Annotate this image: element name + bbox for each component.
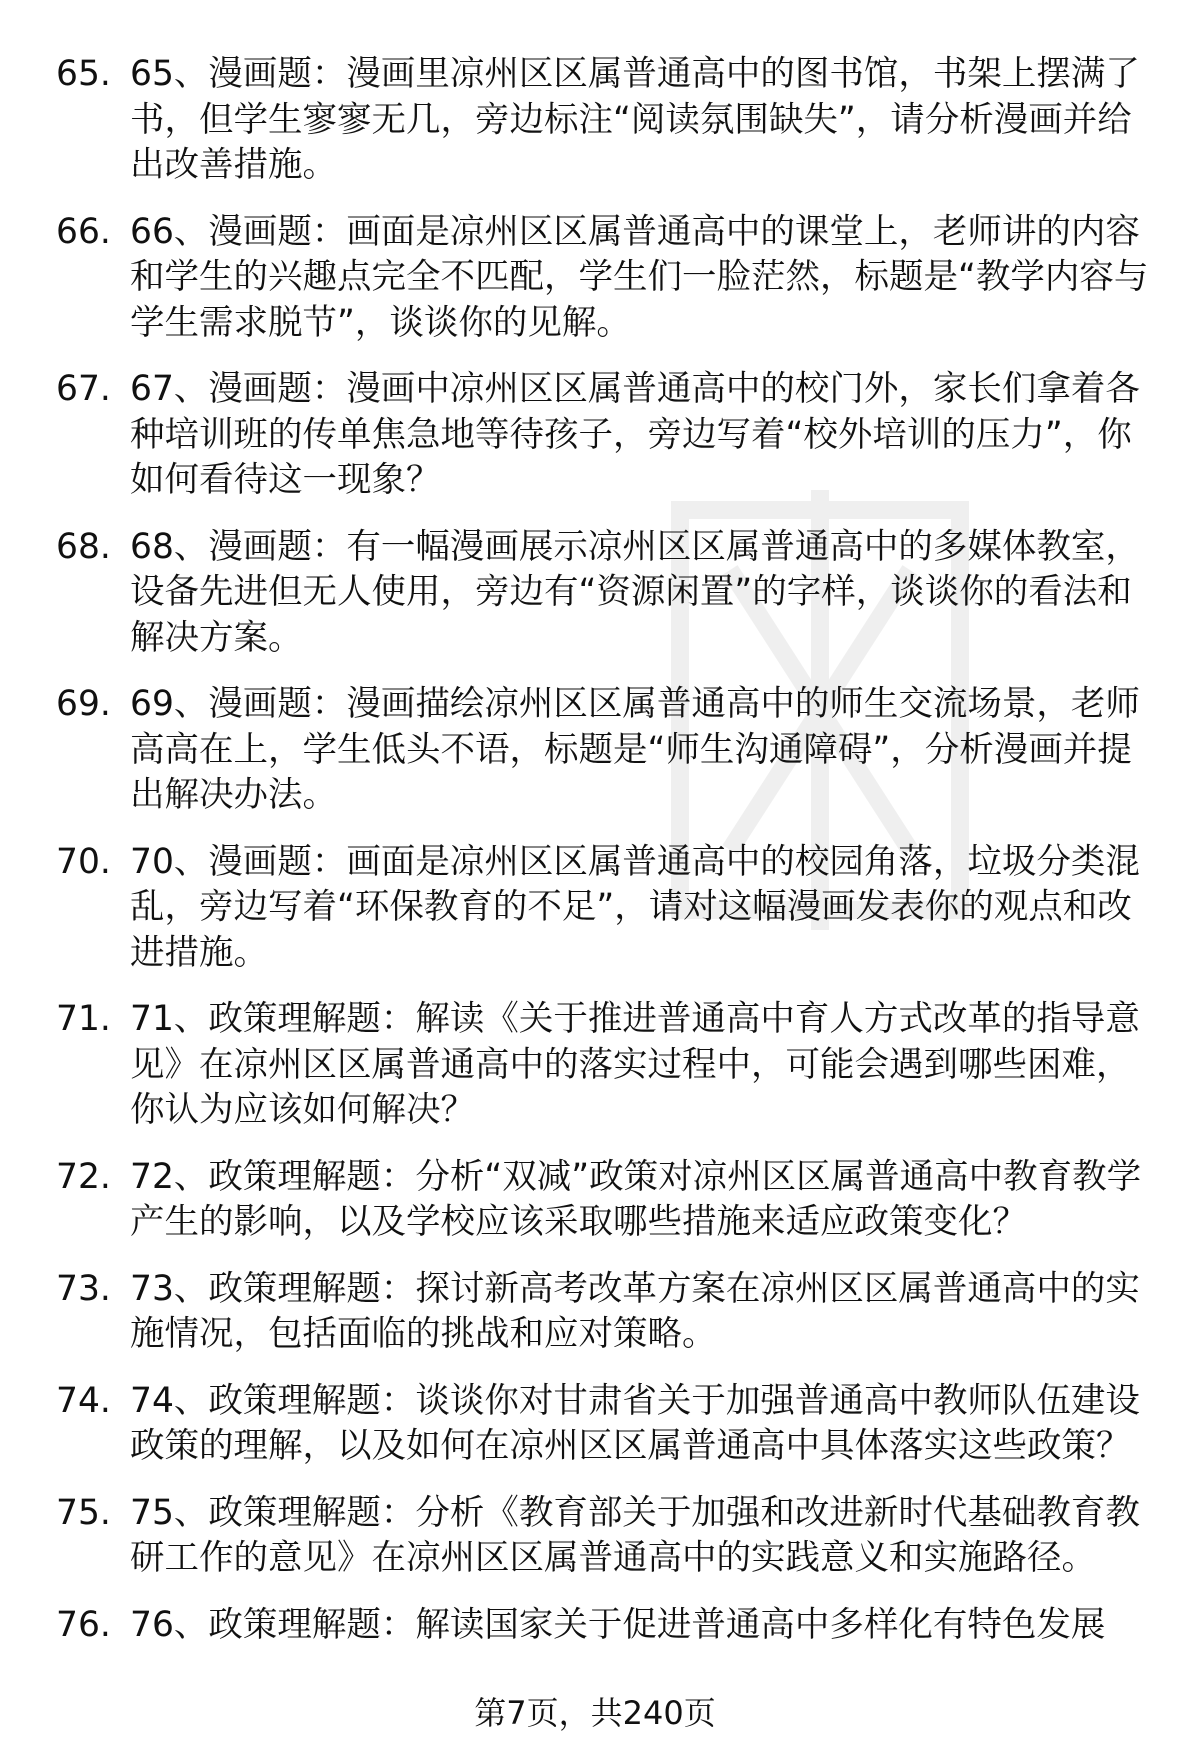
question-item <box>56 1267 1156 1358</box>
question-item <box>56 367 1156 504</box>
question-item <box>56 682 1156 819</box>
question-item <box>56 840 1156 977</box>
question-text: 75、政策理解题：分析《教育部关于加强和改进新时代基础教育教研工作的意见》在凉州区区属普通高中的实践意义和实施路径。 <box>130 1492 1140 1578</box>
question-text: 67、漫画题：漫画中凉州区区属普通高中的校门外，家长们拿着各种培训班的传单焦急地等待孩子，旁边写着“校外培训的压力”，你如何看待这一现象？ <box>130 369 1140 500</box>
question-item <box>56 52 1156 189</box>
question-number: 76. <box>56 1604 111 1645</box>
question-list <box>56 52 1156 1669</box>
question-item <box>56 1491 1156 1582</box>
question-number: 69. <box>56 684 111 724</box>
question-number: 68. <box>56 526 111 567</box>
question-text: 73、政策理解题：探讨新高考改革方案在凉州区区属普通高中的实施情况，包括面临的挑战和应对策略。 <box>130 1268 1140 1354</box>
question-text: 71、政策理解题：解读《关于推进普通高中育人方式改革的指导意见》在凉州区区属普通高中的落实过程中，可能会遇到哪些困难，你认为应该如何解决？ <box>130 999 1140 1130</box>
question-text: 69、漫画题：漫画描绘凉州区区属普通高中的师生交流场景，老师高高在上，学生低头不语，标题是“师生沟通障碍”，分析漫画并提出解决办法。 <box>130 684 1140 815</box>
question-number: 71. <box>56 999 111 1039</box>
question-item <box>56 1379 1156 1470</box>
question-number: 74. <box>56 1380 111 1421</box>
question-number: 67. <box>56 369 111 409</box>
question-text: 68、漫画题：有一幅漫画展示凉州区区属普通高中的多媒体教室，设备先进但无人使用，旁边有“资源闲置”的字样，谈谈你的看法和解决方案。 <box>130 526 1140 658</box>
question-number: 72. <box>56 1156 111 1197</box>
question-item <box>56 525 1156 662</box>
question-text: 70、漫画题：画面是凉州区区属普通高中的校园角落，垃圾分类混乱，旁边写着“环保教育的不足”，请对这幅漫画发表你的观点和改进措施。 <box>130 841 1140 973</box>
question-number: 66. <box>56 211 111 252</box>
question-text: 66、漫画题：画面是凉州区区属普通高中的课堂上，老师讲的内容和学生的兴趣点完全不匹配，学生们一脸茫然，标题是“教学内容与学生需求脱节”，谈谈你的见解。 <box>130 211 1149 343</box>
question-text: 65、漫画题：漫画里凉州区区属普通高中的图书馆，书架上摆满了书，但学生寥寥无几，旁边标注“阅读氛围缺失”，请分析漫画并给出改善措施。 <box>130 54 1140 185</box>
question-item <box>56 1155 1156 1246</box>
question-number: 70. <box>56 841 111 882</box>
question-text: 76、政策理解题：解读国家关于促进普通高中多样化有特色发展 <box>130 1604 1106 1645</box>
question-number: 65. <box>56 54 111 94</box>
page-number-footer: 第7页，共240页 <box>474 1694 716 1732</box>
question-number: 73. <box>56 1268 111 1309</box>
question-item <box>56 210 1156 347</box>
question-item <box>56 1603 1156 1649</box>
question-item <box>56 997 1156 1134</box>
question-text: 72、政策理解题：分析“双减”政策对凉州区区属普通高中教育教学产生的影响，以及学校应该采取哪些措施来适应政策变化？ <box>130 1156 1142 1242</box>
question-text: 74、政策理解题：谈谈你对甘肃省关于加强普通高中教师队伍建设政策的理解，以及如何在凉州区区属普通高中具体落实这些政策？ <box>130 1380 1140 1466</box>
question-number: 75. <box>56 1492 111 1533</box>
